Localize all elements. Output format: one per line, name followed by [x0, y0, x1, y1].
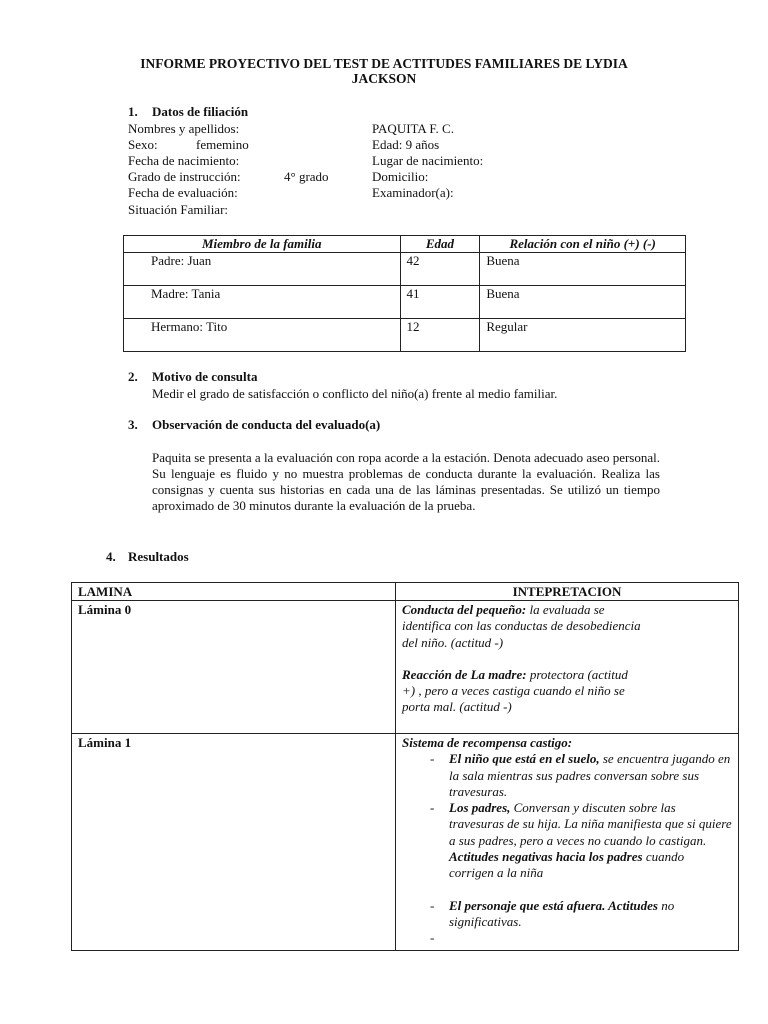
section4-heading: Resultados [128, 549, 189, 564]
family-header-relation: Relación con el niño (+) (-) [480, 236, 686, 253]
list-dash: - [430, 751, 435, 767]
lamina1-interpretation [396, 734, 739, 951]
family-age-cell: 41 [400, 286, 480, 319]
family-relation-cell: Buena [480, 253, 686, 286]
domicilio-label: Domicilio: [372, 169, 429, 184]
reaccion-text: protectora (actitud +) , pero a veces castiga cuando el niño se porta mal. (actitud -) [402, 666, 628, 715]
results-header-lamina: LAMINA [72, 583, 396, 601]
sexo-value: fememino [196, 137, 249, 152]
fecha-nacimiento-label: Fecha de nacimiento: [128, 153, 240, 168]
table-row [72, 734, 739, 951]
lamina1-list [402, 751, 732, 946]
lamina0-label-text: Lámina 0 [78, 602, 132, 617]
list-item [402, 751, 732, 800]
family-table-header [124, 236, 686, 253]
list-dash: - [430, 897, 435, 913]
item3-bold: El personaje que está afuera. Actitudes [449, 897, 658, 913]
section4-number: 4. [106, 549, 116, 564]
list-item [402, 930, 732, 946]
list-dash: - [430, 930, 435, 946]
examinador-label: Examinador(a): [372, 185, 454, 200]
lugar-nacimiento-label: Lugar de nacimiento: [372, 153, 484, 168]
document-title-line1: INFORME PROYECTIVO DEL TEST DE ACTITUDES FAMILIARES DE LYDIA [140, 56, 628, 71]
family-age-cell: 12 [400, 319, 480, 352]
table-row [124, 319, 686, 352]
results-header-interpretacion: INTEPRETACION [396, 583, 739, 601]
results-table-header [72, 583, 739, 601]
list-item [402, 898, 732, 931]
edad-label: Edad: 9 años [372, 137, 440, 152]
family-member-cell: Madre: Tania [124, 286, 401, 319]
item1-text: se encuentra jugando en la sala mientras sus padres conversan sobre sus travesuras. [449, 751, 731, 799]
family-member-cell: Hermano: Tito [124, 319, 401, 352]
section3-number: 3. [128, 417, 138, 432]
fecha-evaluacion-label: Fecha de evaluación: [128, 185, 238, 200]
grado-value: 4° grado [284, 169, 329, 184]
family-relation-cell: Buena [480, 286, 686, 319]
lamina0-label [72, 601, 396, 734]
section2-text: Medir el grado de satisfacción o conflicto del niño(a) frente al medio familiar. [152, 386, 558, 401]
table-row [72, 601, 739, 734]
list-item [402, 800, 732, 881]
section3-heading: Observación de conducta del evaluado(a) [152, 417, 381, 432]
family-header-age: Edad [400, 236, 480, 253]
item2-bold2: Actitudes negativas hacia los padres [449, 849, 643, 865]
nombres-value: PAQUITA F. C. [372, 121, 454, 136]
situacion-familiar-label: Situación Familiar: [128, 202, 229, 217]
item2-text2: cuando corrigen a la niña [449, 849, 685, 881]
table-row [124, 286, 686, 319]
item2-bold: Los padres, [449, 800, 511, 816]
reaccion-heading: Reacción de La madre: [402, 666, 527, 682]
family-header-member: Miembro de la familia [124, 236, 401, 253]
family-table [123, 235, 686, 352]
lamina1-label-text: Lámina 1 [78, 735, 132, 750]
document-title-line2: JACKSON [351, 71, 417, 86]
lamina1-label [72, 734, 396, 951]
section3-paragraph: Paquita se presenta a la evaluación con ropa acorde a la estación. Denota adecuado aseo personal. Su lenguaje es fluido y no muestra problemas de conducta durante la evaluación. Realiza las consignas y cuenta sus historias en cada una de las láminas presentadas. Se utilizó un tiempo aproximado de 30 minutos durante la evaluación de la prueba. [152, 450, 660, 513]
item1-bold: El niño que está en el suelo, [449, 751, 600, 767]
sistema-heading: Sistema de recompensa castigo: [402, 735, 573, 750]
conducta-text: la evaluada se identifica con las conductas de desobediencia del niño. (actitud -) [402, 602, 641, 650]
results-table [71, 582, 739, 951]
lamina0-interpretation [396, 601, 739, 734]
grado-label: Grado de instrucción: [128, 169, 241, 184]
section1-number: 1. [128, 104, 138, 119]
lamina0-conducta [402, 602, 642, 651]
section1-heading: Datos de filiación [152, 104, 249, 119]
table-row [124, 253, 686, 286]
family-age-cell: 42 [400, 253, 480, 286]
item2-text: Conversan y discuten sobre las travesuras de su hija. La niña manifiesta que si quiere a sus padres, pero a veces no cuando lo castigan. [449, 800, 732, 848]
lamina0-reaccion [402, 667, 642, 716]
item3-text: no significativas. [449, 897, 675, 929]
section2-number: 2. [128, 369, 138, 384]
conducta-heading: Conducta del pequeño: [402, 602, 527, 617]
sexo-label: Sexo: [128, 137, 158, 152]
nombres-label: Nombres y apellidos: [128, 121, 240, 136]
family-relation-cell: Regular [480, 319, 686, 352]
list-dash: - [430, 800, 435, 816]
section2-heading: Motivo de consulta [152, 369, 258, 384]
document-title [100, 56, 668, 86]
family-member-cell: Padre: Juan [124, 253, 401, 286]
